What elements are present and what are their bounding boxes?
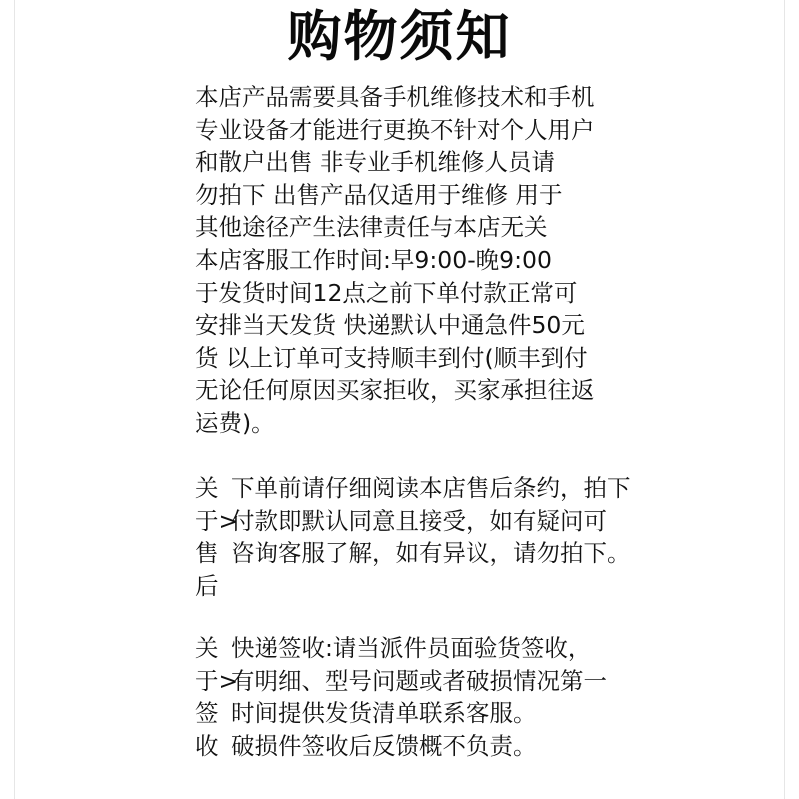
left-border (14, 0, 15, 799)
side-label: 关 (195, 474, 219, 502)
row-text: 有明细、型号问题或者破损情况第一 (231, 666, 607, 695)
after-sale-row (195, 472, 755, 505)
notice-line: 本店客服工作时间:早9:00-晚9:00 (195, 245, 552, 274)
notice-line: 本店产品需要具备手机维修技术和手机 (195, 83, 595, 111)
delivery-section (195, 632, 755, 762)
after-sale-row (195, 505, 755, 538)
notice-line: 安排当天发货 快递默认中通急件50元 (195, 311, 585, 340)
notice-line: 勿拍下 出售产品仅适用于维修 用于 (195, 180, 563, 209)
row-text (231, 570, 755, 603)
delivery-row (195, 697, 755, 730)
delivery-row (195, 665, 755, 698)
delivery-row (195, 632, 755, 665)
row-text: 时间提供发货清单联系客服。 (231, 699, 537, 728)
page-title: 购物须知 (287, 5, 512, 68)
side-label: 售 (195, 539, 219, 568)
after-sale-row (195, 537, 755, 570)
side-label: 于> (195, 506, 239, 535)
notice-line: 于发货时间12点之前下单付款正常可 (195, 278, 578, 307)
row-text: 咨询客服了解，如有异议，请勿拍下。 (231, 539, 631, 568)
notice-line: 运费)。 (195, 408, 275, 437)
row-text: 付款即默认同意且接受，如有疑问可 (231, 506, 607, 535)
notice-line: 专业设备才能进行更换不针对个人用户 (195, 115, 595, 144)
side-label: 关 (195, 634, 219, 662)
notice-line: 其他途径产生法律责任与本店无关 (195, 213, 548, 242)
notice-line: 和散户出售 非专业手机维修人员请 (195, 148, 555, 177)
delivery-row (195, 730, 755, 763)
notice-line: 货 以上订单可支持顺丰到付(顺丰到付 (195, 343, 588, 372)
row-text: 下单前请仔细阅读本店售后条约，拍下 (231, 474, 631, 502)
side-label: 收 (195, 731, 219, 760)
side-label: 后 (195, 571, 219, 600)
notice-line: 无论任何原因买家拒收，买家承担往返 (195, 376, 595, 405)
notice-paragraph (195, 81, 715, 440)
row-text: 快递签收:请当派件员面验货签收， (231, 634, 592, 662)
after-sale-row (195, 570, 755, 603)
right-border (784, 0, 785, 799)
side-label: 签 (195, 699, 219, 728)
after-sale-section (195, 472, 755, 602)
side-label: 于> (195, 666, 239, 695)
row-text: 破损件签收后反馈概不负责。 (231, 731, 537, 760)
